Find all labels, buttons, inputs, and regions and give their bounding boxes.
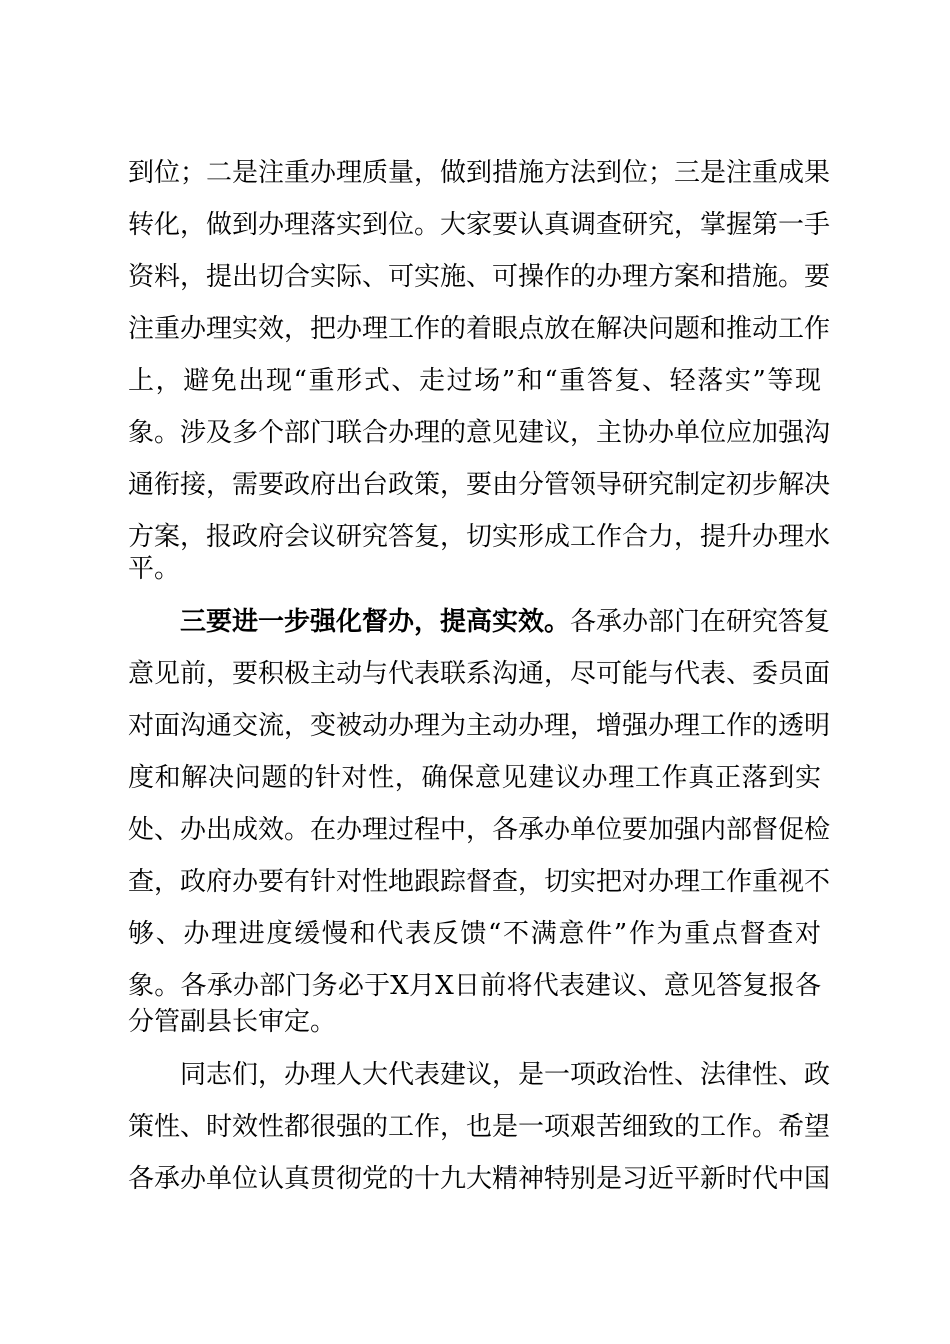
text-line: 象。涉及多个部门联合办理的意见建议，主协办单位应加强沟 [128,418,831,448]
section-heading: 三要进一步强化督办，提高实效。 [180,607,571,637]
text-line: 资料，提出切合实际、可实施、可操作的办理方案和措施。要 [128,262,831,292]
text-line: 分管副县长审定。 [128,1007,337,1037]
text-line: 够、办理进度缓慢和代表反馈“不满意件”作为重点督查对 [128,919,821,949]
text-line: 策性、时效性都很强的工作，也是一项艰苦细致的工作。希望 [128,1112,831,1142]
text-line: 方案，报政府会议研究答复，切实形成工作合力，提升办理水 [128,522,831,552]
text-line: 意见前，要积极主动与代表联系沟通，尽可能与代表、委员面 [128,659,831,689]
text-line: 同志们，办理人大代表建议，是一项政治性、法律性、政 [180,1060,831,1090]
paragraph-first-line [180,602,831,642]
text-line: 对面沟通交流，变被动办理为主动办理，增强办理工作的透明 [128,711,831,741]
text-line: 处、办出成效。在办理过程中，各承办单位要加强内部督促检 [128,815,831,845]
text-line: 象。各承办部门务必于X月X日前将代表建议、意见答复报各 [128,971,821,1001]
text-line: 到位；二是注重办理质量，做到措施方法到位；三是注重成果 [128,158,831,188]
text-line: 通衔接，需要政府出台政策，要由分管领导研究制定初步解决 [128,470,831,500]
text-line: 平。 [128,554,181,584]
text-line: 注重办理实效，把办理工作的着眼点放在解决问题和推动工作 [128,314,831,344]
text-line: 转化，做到办理落实到位。大家要认真调查研究，掌握第一手 [128,210,831,240]
text-line: 度和解决问题的针对性，确保意见建议办理工作真正落到实 [128,763,821,793]
text-line: 各承办单位认真贯彻党的十九大精神特别是习近平新时代中国 [128,1164,831,1194]
text-line: 查，政府办要有针对性地跟踪督查，切实把对办理工作重视不 [128,867,831,897]
text-run: 各承办部门在研究答复 [570,607,831,637]
text-line: 上，避免出现“重形式、走过场”和“重答复、轻落实”等现 [128,366,821,396]
